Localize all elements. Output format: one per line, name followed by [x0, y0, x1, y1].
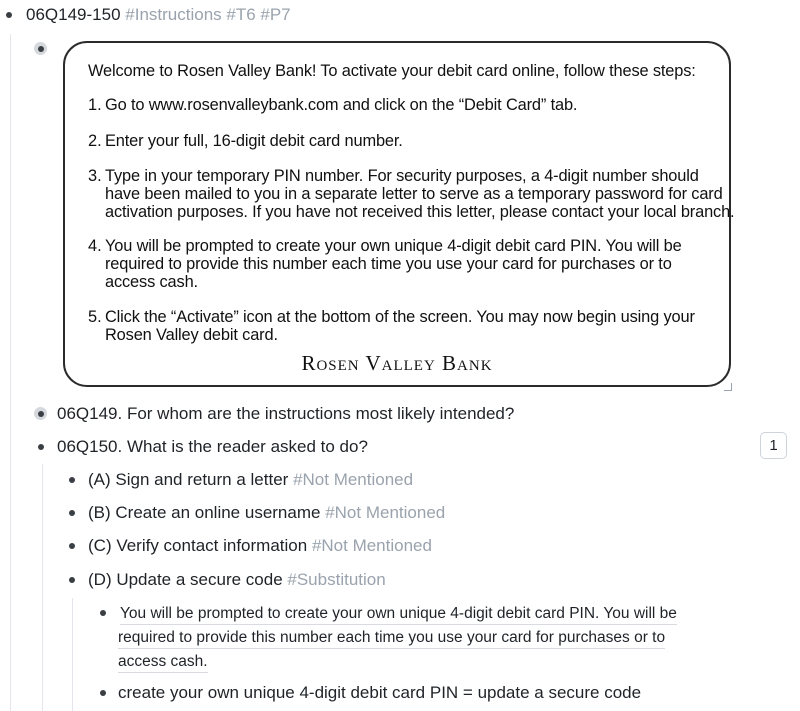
evidence-text: You will be prompted to create your own unique 4-digit debit card PIN. You will be [120, 605, 677, 625]
option-tag[interactable]: #Not Mentioned [311, 536, 432, 555]
option-c [88, 536, 432, 556]
evidence-line [120, 604, 677, 624]
collapsed-bullet[interactable] [34, 407, 47, 420]
root-id: 06Q149-150 [26, 5, 121, 24]
bullet[interactable] [100, 690, 106, 696]
option-tag[interactable]: #Substitution [287, 570, 386, 589]
step-line: required to provide this number each time you use your card for purchases or to [105, 255, 672, 273]
step-number: 1. [88, 96, 102, 114]
step-line: have been mailed to you in a separate letter to serve as a temporary password for card [105, 185, 723, 203]
step-line: activation purposes. If you have not received this letter, please contact your local branch. [105, 203, 735, 221]
option-text: (A) Sign and return a letter [88, 470, 289, 489]
root-title [26, 5, 291, 25]
option-b [88, 503, 445, 523]
bullet[interactable] [6, 12, 12, 18]
step-line: Type in your temporary PIN number. For security purposes, a 4-digit number should [105, 167, 699, 185]
evidence-text: access cash. [118, 653, 208, 673]
bullet[interactable] [69, 510, 75, 516]
option-text: (C) Verify contact information [88, 536, 308, 555]
instruction-image [63, 41, 735, 387]
step-line: access cash. [105, 273, 198, 291]
option-a [88, 470, 413, 490]
step-line: Go to www.rosenvalleybank.com and click on the “Debit Card” tab. [105, 96, 578, 114]
evidence-line [118, 652, 208, 672]
step-line: Rosen Valley debit card. [105, 326, 278, 344]
card-intro: Welcome to Rosen Valley Bank! To activate your debit card online, follow these steps: [88, 62, 696, 80]
step-line: Click the “Activate” icon at the bottom of the screen. You may now begin using your [105, 308, 695, 326]
bullet[interactable] [38, 444, 44, 450]
resize-handle-icon[interactable] [724, 383, 732, 391]
evidence-text: required to provide this number each time you use your card for purchases or to [118, 629, 665, 649]
option-tag[interactable]: #Not Mentioned [325, 503, 446, 522]
bank-signature: Rosen Valley Bank [301, 351, 493, 375]
indent-guide [72, 598, 73, 711]
option-text: (B) Create an online username [88, 503, 321, 522]
step-line: You will be prompted to create your own unique 4-digit debit card PIN. You will be [105, 237, 682, 255]
collapsed-bullet[interactable] [34, 42, 47, 55]
step-line: Enter your full, 16-digit debit card number. [105, 132, 403, 150]
indent-guide [42, 464, 43, 711]
evidence-line [118, 628, 665, 648]
step-number: 2. [88, 132, 102, 150]
step-number: 3. [88, 167, 102, 185]
paraphrase-note: create your own unique 4-digit debit card PIN = update a secure code [118, 683, 642, 702]
root-tags[interactable]: #Instructions #T6 #P7 [125, 5, 291, 24]
bullet[interactable] [69, 477, 75, 483]
question-150: 06Q150. What is the reader asked to do? [57, 437, 368, 456]
comment-count-badge[interactable]: 1 [760, 432, 787, 459]
option-d [88, 570, 386, 590]
question-149: 06Q149. For whom are the instructions most likely intended? [57, 404, 515, 423]
step-number: 5. [88, 308, 102, 326]
option-tag[interactable]: #Not Mentioned [293, 470, 414, 489]
option-text: (D) Update a secure code [88, 570, 283, 589]
bullet[interactable] [69, 577, 75, 583]
bullet[interactable] [69, 543, 75, 549]
bullet[interactable] [100, 610, 106, 616]
indent-guide [10, 34, 11, 711]
step-number: 4. [88, 237, 102, 255]
